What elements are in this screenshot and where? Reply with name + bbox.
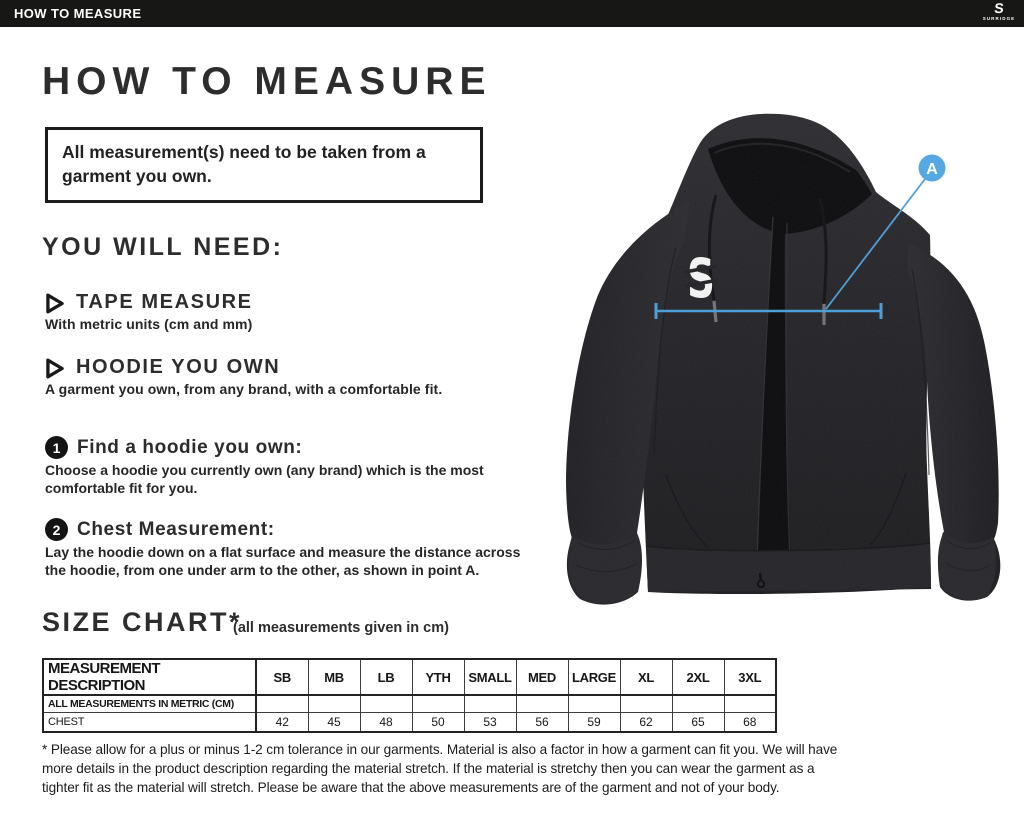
step-1-line: Choose a hoodie you currently own (any brand) which is the most [45, 462, 484, 478]
size-chart-subtitle: (all measurements given in cm) [233, 620, 449, 636]
table-cell [724, 695, 776, 713]
step-1-line: comfortable fit for you. [45, 479, 198, 496]
need-item-tape-measure: TAPE MEASURE [76, 291, 253, 313]
step-2-line: Lay the hoodie down on a flat surface and measure the distance across [45, 544, 521, 560]
step-2-number-badge: 2 [45, 518, 68, 541]
page-title: HOW TO MEASURE [42, 60, 492, 103]
hoodie-product-image [558, 95, 1020, 615]
table-cell [412, 695, 464, 713]
triangle-bullet-icon [45, 292, 65, 315]
step-2-title: Chest Measurement: [77, 519, 275, 540]
column-header: SB [256, 659, 308, 695]
column-header: YTH [412, 659, 464, 695]
point-a-label: A [926, 161, 938, 178]
table-cell [516, 695, 568, 713]
surridge-s-icon: S [993, 0, 1005, 16]
step-2-description [45, 544, 520, 579]
table-cell: 62 [620, 713, 672, 733]
table-cell: 68 [724, 713, 776, 733]
table-cell [568, 695, 620, 713]
table-cell [360, 695, 412, 713]
table-cell [672, 695, 724, 713]
step-2-line: the hoodie, from one under arm to the other, as shown in point A. [45, 561, 480, 578]
notice-line: garment you own. [62, 166, 212, 186]
column-header: XL [620, 659, 672, 695]
notice-line: All measurement(s) need to be taken from a [62, 142, 426, 162]
need-item-hoodie: HOODIE YOU OWN [76, 356, 281, 378]
topbar-title: HOW TO MEASURE [14, 6, 142, 21]
table-header-row [43, 659, 776, 695]
column-header: 2XL [672, 659, 724, 695]
table-cell: 45 [308, 713, 360, 733]
step-1-title: Find a hoodie you own: [77, 437, 303, 458]
hoodie-illustration [558, 95, 1020, 615]
table-row [43, 713, 776, 733]
table-cell: 56 [516, 713, 568, 733]
size-chart-heading: SIZE CHART* [42, 607, 243, 637]
table-cell [620, 695, 672, 713]
surridge-logo [976, 1, 1022, 22]
step-1-description [45, 462, 484, 497]
table-cell: 48 [360, 713, 412, 733]
table-cell: 53 [464, 713, 516, 733]
top-bar [0, 0, 1024, 27]
column-header: LARGE [568, 659, 620, 695]
need-item-hoodie-subtitle: A garment you own, from any brand, with a comfortable fit. [45, 381, 443, 397]
notice-box [45, 127, 483, 203]
column-header: MB [308, 659, 360, 695]
row-label: ALL MEASUREMENTS IN METRIC (CM) [43, 695, 256, 713]
table-row [43, 695, 776, 713]
surridge-logo-word: SURRIDGE [982, 16, 1016, 21]
disclaimer-line: more details in the product description regarding the material stretch. If the material is stretchy then you can wear the garment as a [42, 760, 815, 776]
table-cell: 42 [256, 713, 308, 733]
table-cell: 50 [412, 713, 464, 733]
size-chart-table [42, 658, 777, 733]
disclaimer-line: * Please allow for a plus or minus 1-2 cm tolerance in our garments. Material is also a factor in how a garment can fit you. We will have [42, 742, 838, 757]
column-header: MED [516, 659, 568, 695]
table-cell [308, 695, 360, 713]
disclaimer-line: tighter fit as the material will stretch. Please be aware that the above measurements are of the garment and not of your body. [42, 779, 780, 795]
column-header: LB [360, 659, 412, 695]
disclaimer-text [42, 741, 837, 797]
triangle-bullet-icon [45, 357, 65, 380]
table-cell: 59 [568, 713, 620, 733]
you-will-need-heading: YOU WILL NEED: [42, 233, 284, 261]
table-cell [256, 695, 308, 713]
column-header: MEASUREMENT DESCRIPTION [43, 659, 256, 695]
step-1-number-badge: 1 [45, 436, 68, 459]
table-cell: 65 [672, 713, 724, 733]
need-item-tape-measure-subtitle: With metric units (cm and mm) [45, 316, 253, 332]
row-label: CHEST [43, 713, 256, 733]
column-header: 3XL [724, 659, 776, 695]
table-cell [464, 695, 516, 713]
column-header: SMALL [464, 659, 516, 695]
